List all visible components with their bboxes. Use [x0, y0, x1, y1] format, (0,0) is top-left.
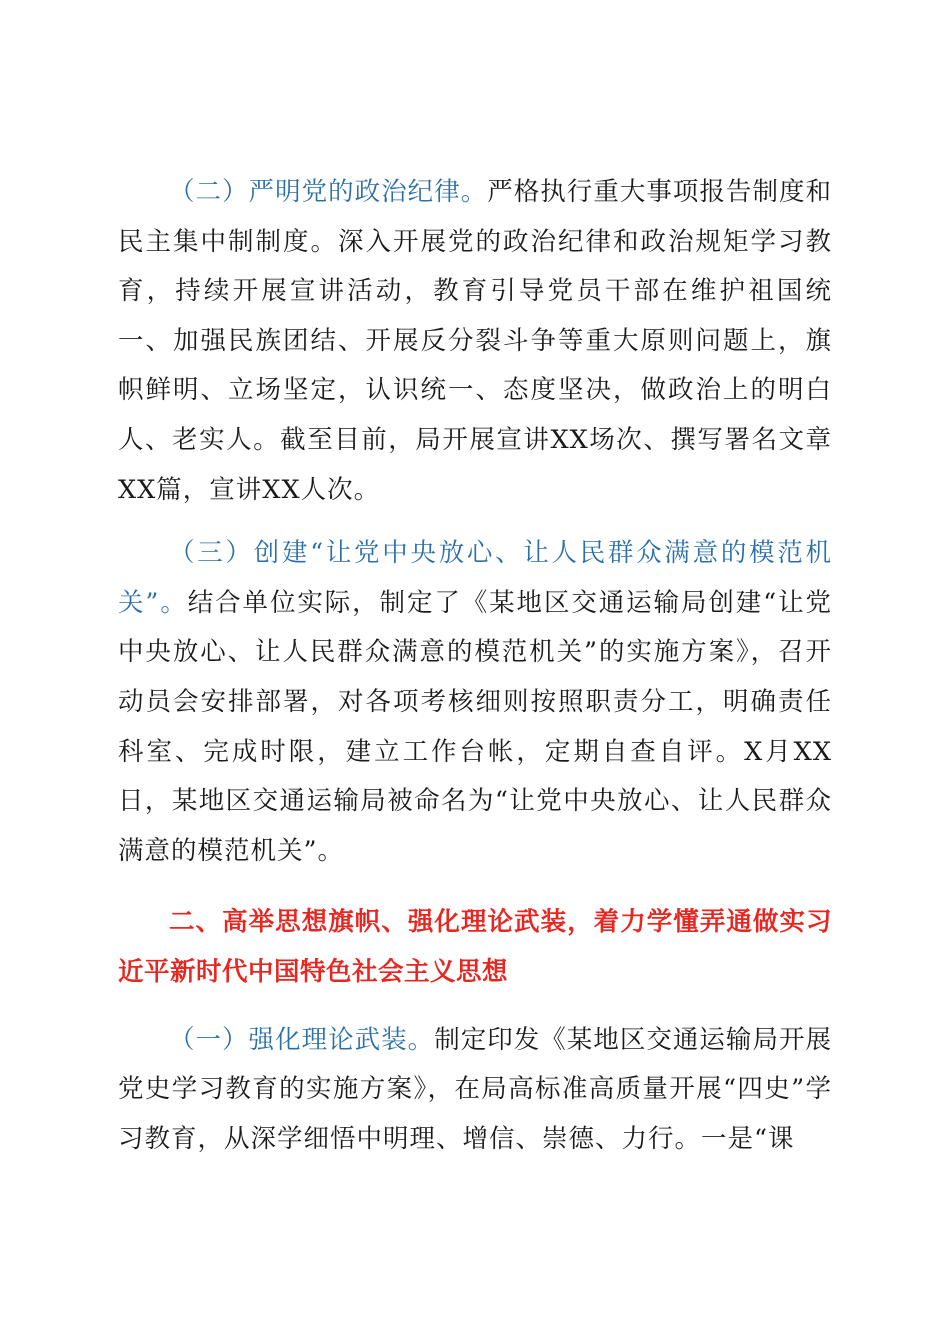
document-page: [118, 168, 832, 1164]
paragraph-model-organ: [118, 529, 832, 876]
paragraph-body: 制定印发《某地区交通运输局开展党史学习教育的实施方案》，在局高标准高质量开展“四史”学习教育，从深学细悟中明理、增信、崇德、力行。一是“课: [118, 1024, 832, 1154]
subheading-model-organ: （三）创建“让党中央放心、让人民群众满意的模范机关”。: [118, 538, 832, 618]
paragraph-body: 严格执行重大事项报告制度和民主集中制制度。深入开展党的政治纪律和政治规矩学习教育，持续开展宣讲活动，教育引导党员干部在维护祖国统一、加强民族团结、开展反分裂斗争等重大原则问题上，旗帜鲜明、立场坚定，认识统一、态度坚决，做政治上的明白人、老实人。截至目前，局开展宣讲XX场次、撰写署名文章XX篇，宣讲XX人次。: [118, 177, 832, 505]
paragraph-body: 结合单位实际，制定了《某地区交通运输局创建“让党中央放心、让人民群众满意的模范机关”的实施方案》，召开动员会安排部署，对各项考核细则按照职责分工，明确责任科室、完成时限，建立工作台帐，定期自查自评。X月XX日，某地区交通运输局被命名为“让党中央放心、让人民群众满意的模范机关”。: [118, 587, 832, 866]
subheading-political-discipline: （二）严明党的政治纪律。: [169, 177, 488, 207]
section-heading-two: 二、高举思想旗帜、强化理论武装，着力学懂弄通做实习近平新时代中国特色社会主义思想: [118, 907, 832, 987]
paragraph-theory-arming: [118, 1016, 832, 1165]
subheading-theory-arming: （一）强化理论武装。: [169, 1024, 435, 1055]
paragraph-political-discipline: [118, 168, 832, 515]
